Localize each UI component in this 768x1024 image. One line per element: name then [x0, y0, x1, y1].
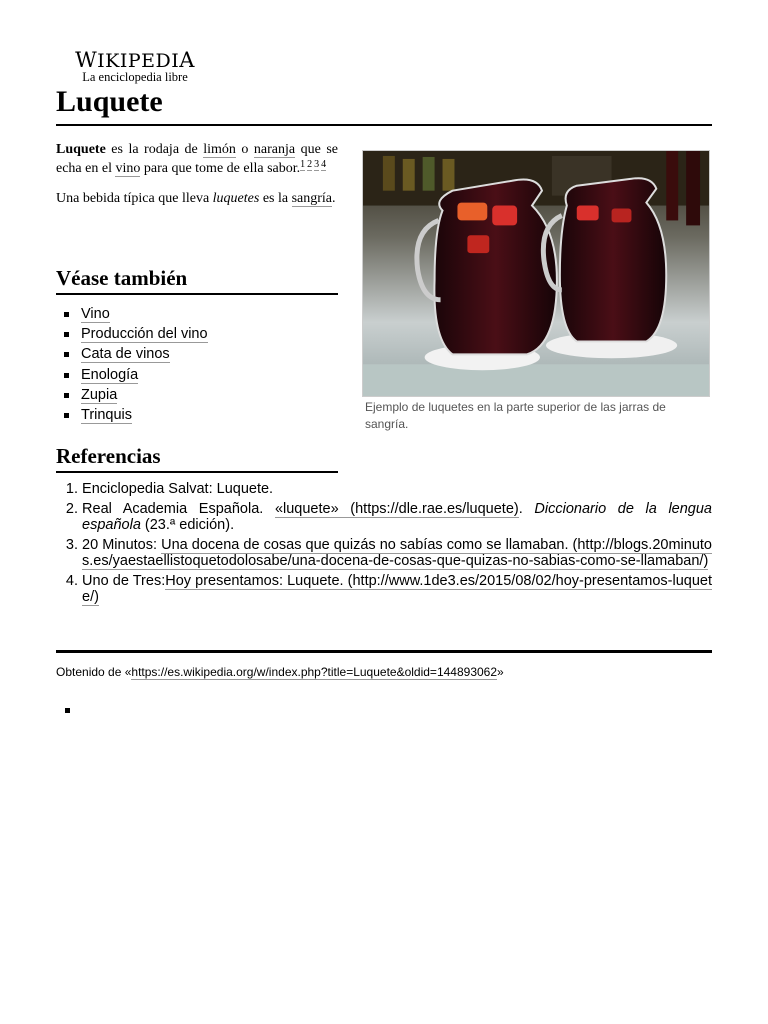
- wikipedia-logo[interactable]: [74, 50, 196, 84]
- reference-item: 3. 20 Minutos: Una docena de cosas que quizás no sabías como se llamaban. (http://blogs.20minutos.es/yaestaellistoquetodolosabe/una-docena-de-cosas-que-quizas-no-sabias-como-se-llamaban/): [65, 537, 712, 569]
- intro-text: [56, 141, 338, 221]
- link-naranja[interactable]: naranja: [253, 142, 296, 157]
- references-heading: Referencias: [56, 444, 161, 468]
- see-also-link[interactable]: Cata de vinos: [81, 346, 170, 363]
- see-also-divider: [56, 293, 338, 295]
- figure-caption: Ejemplo de luquetes en la parte superior de las jarras de sangría.: [365, 400, 666, 431]
- list-item: [56, 304, 208, 324]
- logo-wordmark: WIKIPEDIA: [75, 48, 195, 72]
- link-sangria[interactable]: sangría: [291, 191, 333, 206]
- reference-link[interactable]: «luquete» (https://dle.rae.es/luquete): [274, 501, 519, 517]
- see-also-link[interactable]: Vino: [81, 306, 110, 322]
- intro-paragraph-2: Una bebida típica que lleva luquetes es la sangría.: [56, 191, 336, 206]
- permalink[interactable]: https://es.wikipedia.org/w/index.php?title=Luquete&oldid=144893062: [131, 665, 498, 679]
- footer-divider: [56, 650, 712, 653]
- list-item: [56, 405, 208, 425]
- link-limon[interactable]: limón: [203, 142, 236, 157]
- list-item: [56, 324, 208, 344]
- figure: [362, 150, 710, 433]
- see-also-link[interactable]: Trinquis: [81, 406, 133, 423]
- intro-paragraph-1: Luquete es la rodaja de limón o naranja que se echa en el vino para que tome de ella sabor.$^{1 2 3 4}$: [56, 142, 338, 176]
- list-item: [56, 365, 208, 385]
- title-divider: [56, 124, 712, 126]
- page-title: Luquete: [56, 85, 163, 118]
- reference-markers: [300, 159, 328, 170]
- ref-marker-1[interactable]: 1: [300, 158, 306, 170]
- see-also-link[interactable]: Producción del vino: [81, 326, 208, 343]
- sangria-jugs-photo[interactable]: [362, 150, 710, 397]
- ref-marker-3[interactable]: 3: [314, 158, 320, 170]
- reference-item: 2. Real Academia Española. «luquete» (https://dle.rae.es/luquete). Diccionario de la lengua española (23.ª edición).: [65, 501, 712, 533]
- retrieved-from: Obtenido de «https://es.wikipedia.org/w/index.php?title=Luquete&oldid=144893062»: [56, 665, 504, 679]
- reference-link[interactable]: Hoy presentamos: Luquete. (http://www.1de3.es/2015/08/02/hoy-presentamos-luquete/): [82, 573, 713, 605]
- reference-item: 1. Enciclopedia Salvat: Luquete.: [65, 481, 274, 497]
- reference-link[interactable]: Una docena de cosas que quizás no sabías como se llamaban. (http://blogs.20minutos.es/yaestaellistoquetodolosabe/una-docena-de-cosas-que-quizas-no-sabias-como-se-llamaban/): [82, 537, 712, 569]
- empty-list-bullet: [65, 708, 70, 713]
- references-list: [56, 481, 712, 609]
- logo-tagline: La enciclopedia libre: [82, 70, 188, 84]
- link-vino[interactable]: vino: [115, 160, 141, 176]
- ref-marker-4[interactable]: 4: [321, 158, 327, 170]
- see-also-heading: Véase también: [56, 266, 188, 290]
- list-item: [56, 344, 208, 364]
- see-also-link[interactable]: Enología: [81, 366, 139, 383]
- list-item: [56, 385, 208, 405]
- see-also-link[interactable]: Zupia: [81, 386, 118, 403]
- see-also-list: [56, 304, 208, 425]
- reference-item: 4. Uno de Tres:Hoy presentamos: Luquete. (http://www.1de3.es/2015/08/02/hoy-presentamos-luquete/): [65, 573, 713, 605]
- references-divider: [56, 471, 338, 473]
- ref-marker-2[interactable]: 2: [307, 158, 313, 170]
